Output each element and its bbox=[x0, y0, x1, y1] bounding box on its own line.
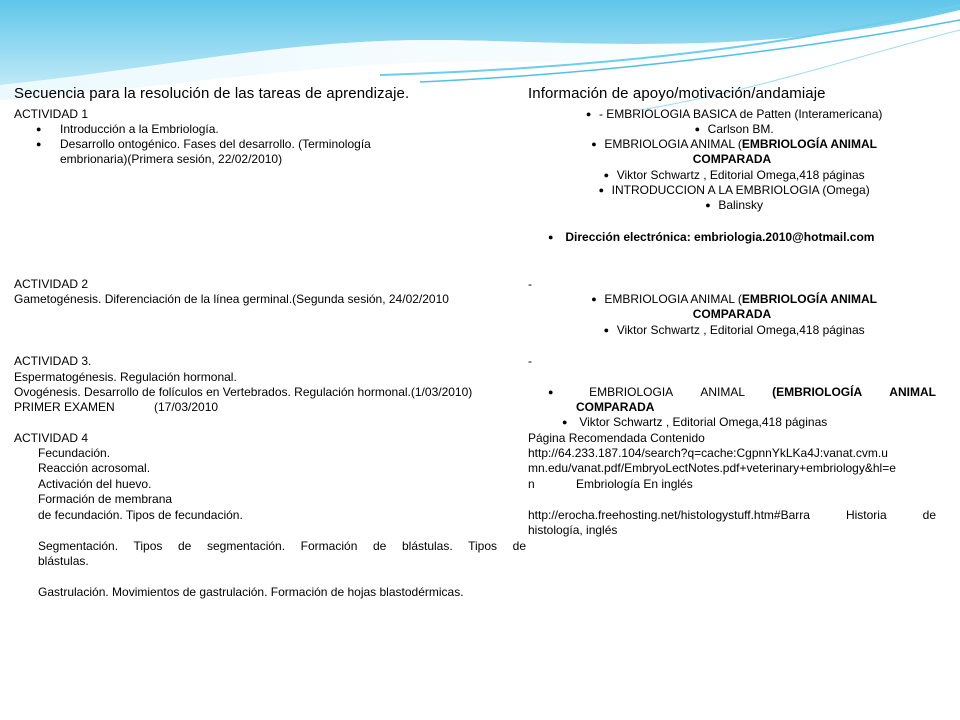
activity-1-label: ACTIVIDAD 1 bbox=[14, 107, 89, 121]
activity-1-item: ● Introducción a la Embriología. bbox=[36, 122, 219, 136]
decorative-wave-header bbox=[0, 0, 960, 120]
segmentation-text-cont: blástulas. bbox=[38, 554, 89, 568]
reference-item: ● Viktor Schwartz , Editorial Omega,418 páginas bbox=[528, 168, 936, 184]
bullet-icon: ● bbox=[562, 417, 568, 427]
bullet-icon: ● bbox=[548, 232, 554, 242]
recommended-page-label: Página Recomendada Contenido bbox=[528, 431, 705, 445]
bullet-icon: ● bbox=[36, 139, 42, 149]
activity-4-text: Reacción acrosomal. bbox=[38, 461, 151, 475]
left-column-title: Secuencia para la resolución de las tareas de aprendizaje. bbox=[14, 85, 410, 102]
activity-2-text: Gametogénesis. Diferenciación de la línea germinal.(Segunda sesión, 24/02/2010 bbox=[14, 292, 449, 306]
url-description: Embriología En inglés bbox=[576, 477, 693, 491]
section-dash: - bbox=[528, 354, 532, 368]
activity-4-text: Activación del huevo. bbox=[38, 477, 152, 491]
reference-item: ● Viktor Schwartz , Editorial Omega,418 páginas bbox=[528, 323, 936, 339]
reference-item: ● EMBRIOLOGIA ANIMAL (EMBRIOLOGÍA ANIMAL bbox=[528, 137, 936, 153]
bullet-icon: ● bbox=[705, 200, 711, 210]
right-column-title: Información de apoyo/motivación/andamiaje bbox=[528, 85, 826, 102]
bullet-icon: ● bbox=[591, 139, 597, 149]
url-link: http://64.233.187.104/search?q=cache:CgpnnYkLKa4J:vanat.cvm.u bbox=[528, 446, 888, 460]
activity-4-text: Formación de membrana bbox=[38, 492, 173, 506]
url-link-2: http://erocha.freehosting.net/histologystuff.htm#Barra Historia de bbox=[528, 508, 936, 522]
bullet-icon: ● bbox=[585, 109, 592, 119]
exam-label: PRIMER EXAMEN bbox=[14, 400, 115, 414]
activity-3-label: ACTIVIDAD 3. bbox=[14, 354, 92, 368]
reference-item: ● Carlson BM. bbox=[528, 122, 936, 138]
activity-1-item: ● Desarrollo ontogénico. Fases del desarrollo. (Terminología bbox=[36, 137, 371, 151]
activity-2-label: ACTIVIDAD 2 bbox=[14, 277, 89, 291]
reference-item: ● EMBRIOLOGIA ANIMAL (EMBRIOLOGÍA ANIMAL bbox=[528, 292, 936, 308]
url-link-cont: n bbox=[528, 477, 535, 491]
bullet-icon: ● bbox=[598, 185, 605, 195]
bullet-icon: ● bbox=[548, 387, 554, 397]
reference-item: ● - EMBRIOLOGIA BASICA de Patten (Interamericana) bbox=[528, 107, 936, 123]
url-link-cont: mn.edu/vanat.pdf/EmbryoLectNotes.pdf+veterinary+embriology&hl=e bbox=[528, 461, 896, 475]
segmentation-text: Segmentación. Tipos de segmentación. Formación de blástulas. Tipos de bbox=[38, 539, 526, 553]
gastrulation-text: Gastrulación. Movimientos de gastrulación. Formación de hojas blastodérmicas. bbox=[38, 585, 464, 599]
bullet-icon: ● bbox=[694, 124, 701, 134]
bullet-icon: ● bbox=[603, 170, 610, 180]
activity-4-label: ACTIVIDAD 4 bbox=[14, 431, 89, 445]
reference-item-cont: COMPARADA bbox=[692, 152, 772, 166]
reference-item-cont: COMPARADA bbox=[576, 400, 655, 414]
bullet-icon: ● bbox=[591, 294, 597, 304]
activity-4-text: de fecundación. Tipos de fecundación. bbox=[38, 508, 243, 522]
reference-item: ● Viktor Schwartz , Editorial Omega,418 páginas bbox=[562, 415, 828, 429]
bullet-icon: ● bbox=[603, 325, 610, 335]
url-link-2-cont: histología, inglés bbox=[528, 523, 618, 537]
activity-3-text: Espermatogénesis. Regulación hormonal. bbox=[14, 370, 237, 384]
reference-item: ● INTRODUCCION A LA EMBRIOLOGIA (Omega) bbox=[528, 183, 936, 199]
activity-1-item-cont: embrionaria)(Primera sesión, 22/02/2010) bbox=[60, 152, 283, 166]
reference-item: ● Balinsky bbox=[528, 198, 936, 214]
activity-4-text: Fecundación. bbox=[38, 446, 111, 460]
reference-item: ● EMBRIOLOGIA ANIMAL (EMBRIOLOGÍA ANIMAL bbox=[548, 385, 936, 399]
bullet-icon: ● bbox=[36, 124, 42, 134]
section-dash: - bbox=[528, 277, 532, 291]
activity-3-text: Ovogénesis. Desarrollo de folículos en Vertebrados. Regulación hormonal.(1/03/2010) bbox=[14, 385, 473, 399]
reference-item-cont: COMPARADA bbox=[692, 307, 772, 321]
email-line: ● Dirección electrónica: embriologia.2010@hotmail.com bbox=[548, 230, 875, 244]
exam-date: (17/03/2010 bbox=[154, 400, 219, 414]
